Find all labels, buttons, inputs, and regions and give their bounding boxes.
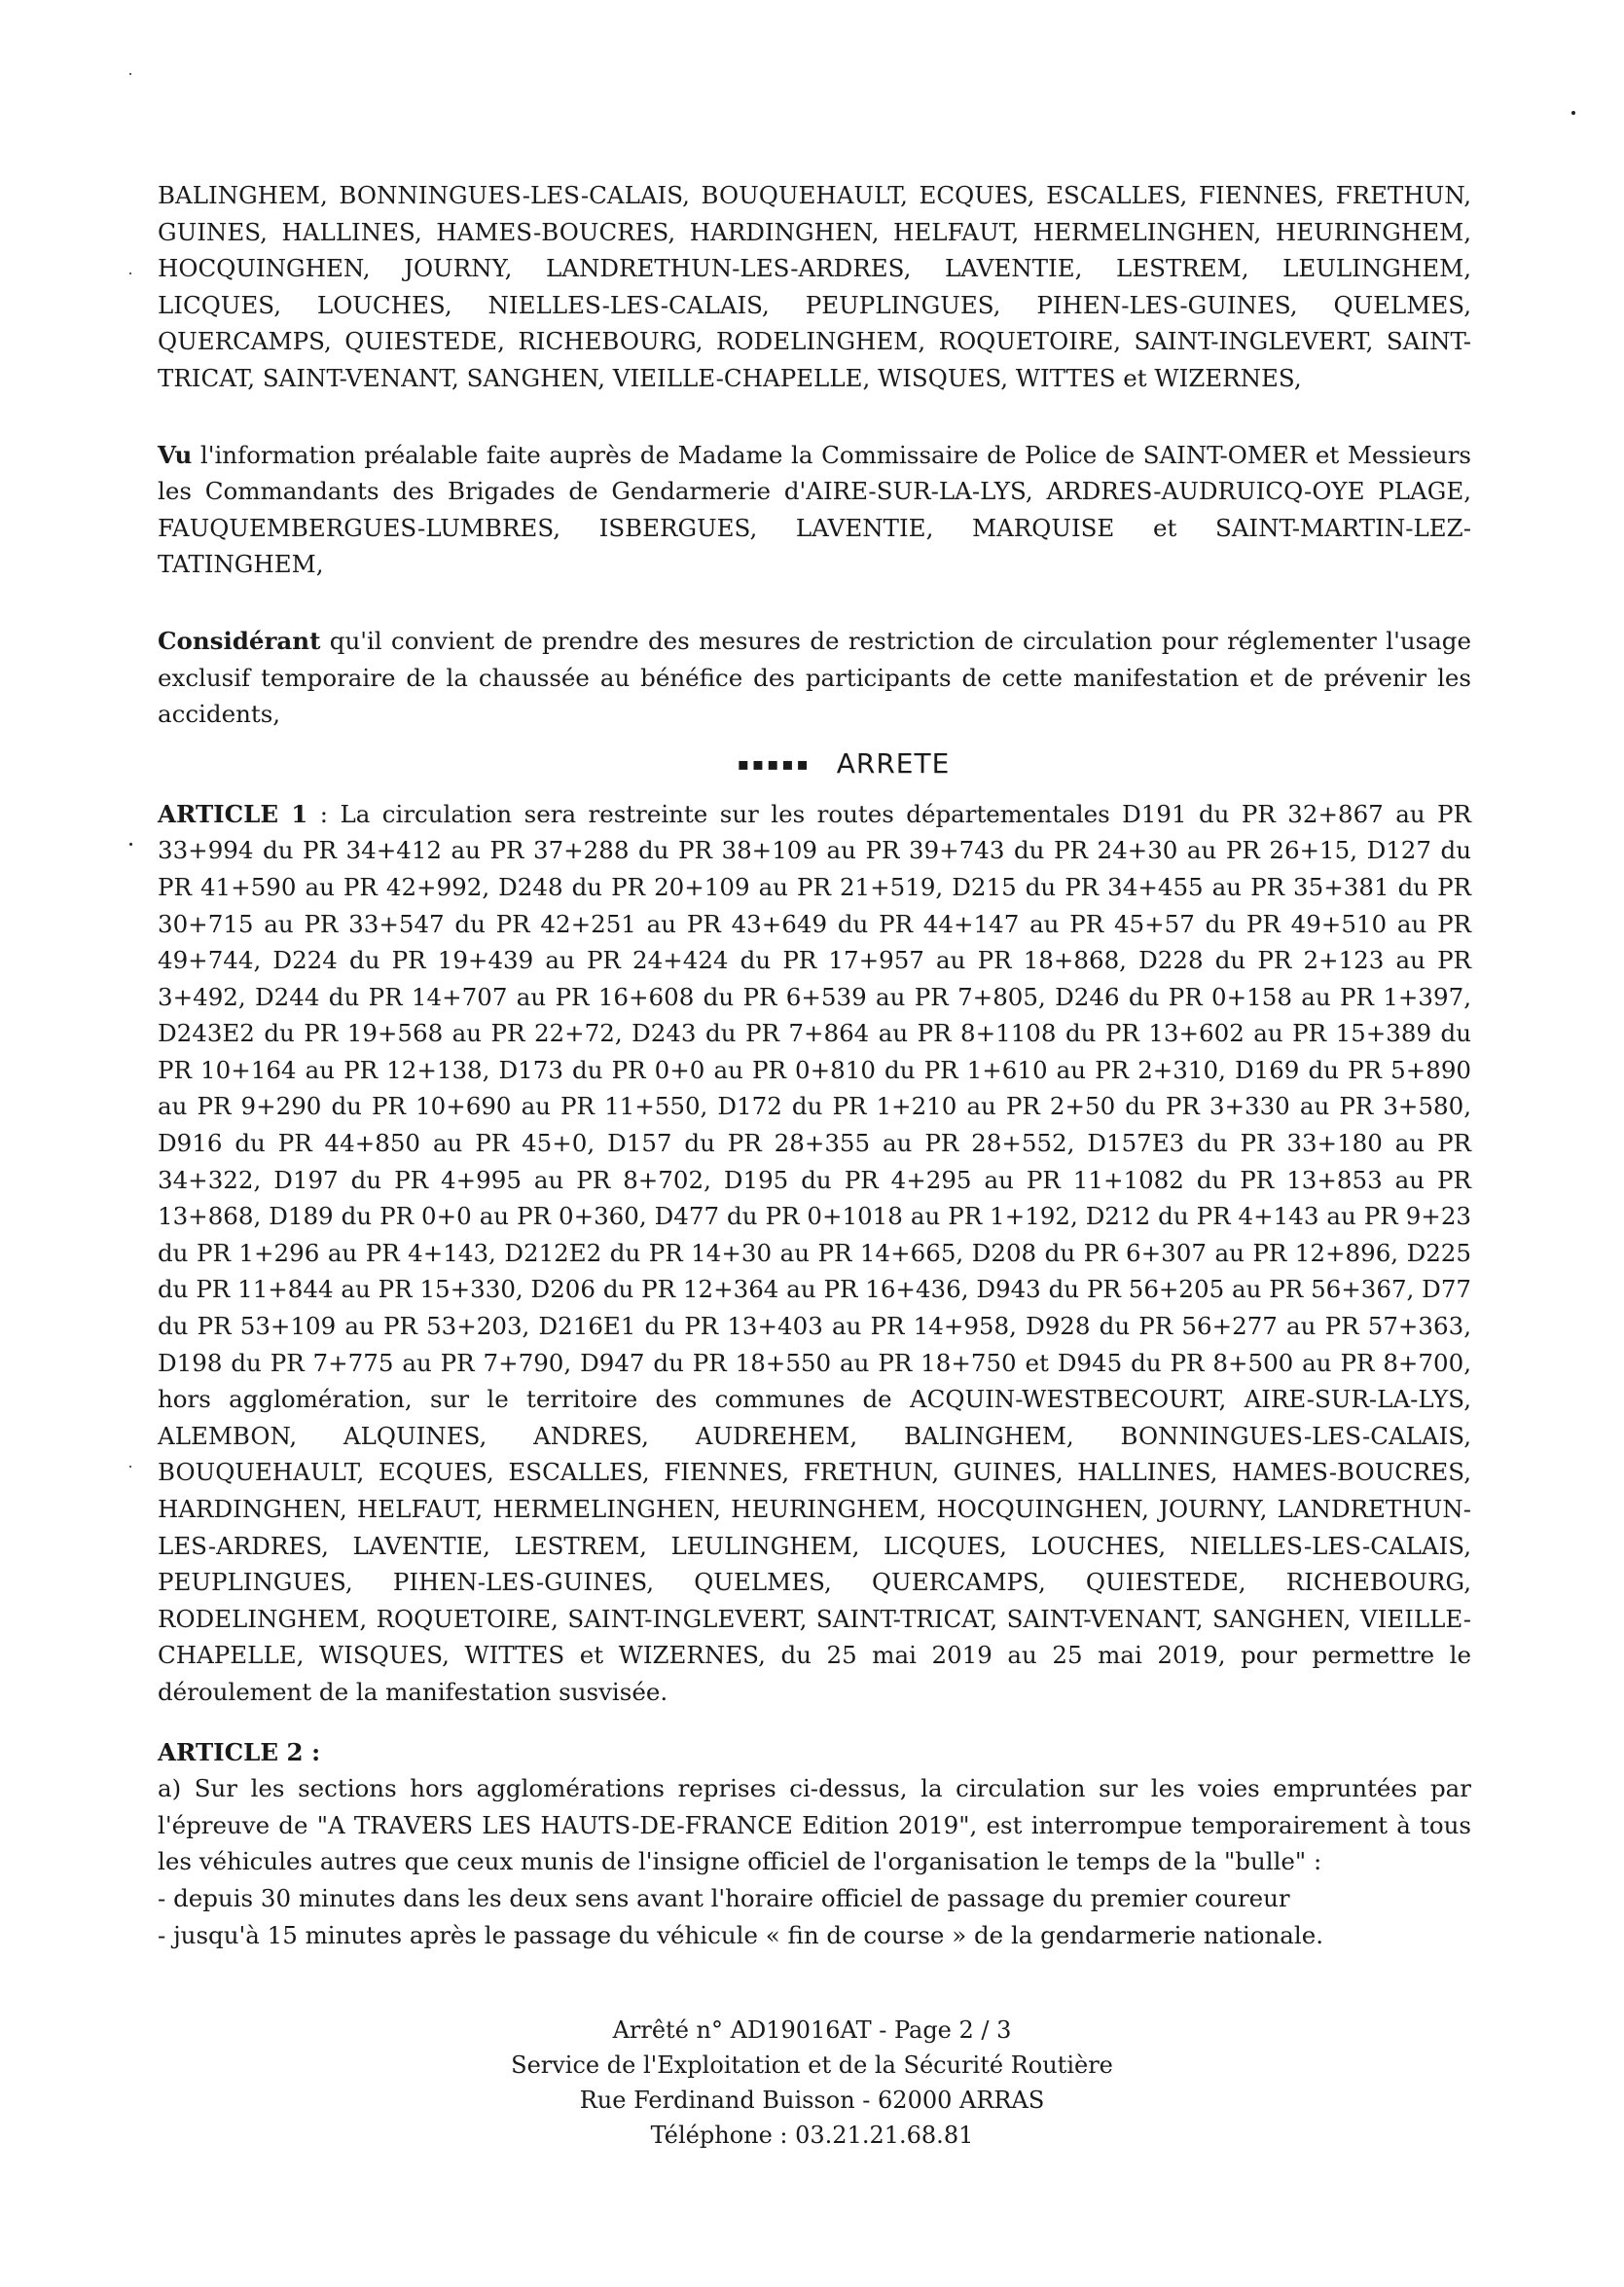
heading-dots: ▪▪▪▪▪ xyxy=(737,753,812,775)
article-2-heading xyxy=(158,1734,1471,1771)
considerant-text: qu'il convient de prendre des mesures de restriction de circulation pour réglementer l'usage exclusif temporaire de la chaussée au bénéfice des participants de cette manifestation et de prévenir les accidents, xyxy=(158,626,1471,729)
list-item: - depuis 30 minutes dans les deux sens avant l'horaire officiel de passage du premier coureur xyxy=(158,1883,1290,1912)
list-item: - jusqu'à 15 minutes après le passage du véhicule « fin de course » de la gendarmerie nationale. xyxy=(158,1920,1324,1949)
footer-phone: Téléphone : 03.21.21.68.81 xyxy=(650,2122,974,2149)
scan-speck xyxy=(129,843,132,846)
scan-speck xyxy=(129,272,131,274)
footer-service: Service de l'Exploitation et de la Sécurité Routière xyxy=(511,2051,1113,2079)
article-1-text: : La circulation sera restreinte sur les routes départementales D191 du PR 32+867 au PR 33+994 du PR 34+412 au PR 37+288 du PR 38+109 au PR 39+743 du PR 24+30 au PR 26+15, D127 du PR 41+590 au PR 42+992, D248 du PR 20+109 au PR 21+519, D215 du PR 34+455 au PR 35+381 du PR 30+715 au PR 33+547 du PR 42+251 au PR 43+649 du PR 44+147 au PR 45+57 du PR 49+510 au PR 49+744, D224 du PR 19+439 au PR 24+424 du PR 17+957 au PR 18+868, D228 du PR 2+123 au PR 3+492, D244 du PR 14+707 au PR 16+608 du PR 6+539 au PR 7+805, D246 du PR 0+158 au PR 1+397, D243E2 du PR 19+568 au PR 22+72, D243 du PR 7+864 au PR 8+1108 du PR 13+602 au PR 15+389 du PR 10+164 au PR 12+138, D173 du PR 0+0 au PR 0+810 du PR 1+610 au PR 2+310, D169 du PR 5+890 au PR 9+290 du PR 10+690 au PR 11+550, D172 du PR 1+210 au PR 2+50 du PR 3+330 au PR 3+580, D916 du PR 44+850 au PR 45+0, D157 du PR 28+355 au PR 28+552, D157E3 du PR 33+180 au PR 34+322, D197 du PR 4+995 au PR 8+702, D195 du PR 4+295 au PR 11+1082 du PR 13+853 au PR 13+868, D189 du PR 0+0 au PR 0+360, D477 du PR 0+1018 au PR 1+192, D212 du PR 4+143 au PR 9+23 du PR 1+296 au PR 4+143, D212E2 du PR 14+30 au PR 14+665, D208 du PR 6+307 au PR 12+896, D225 du PR 11+844 au PR 15+330, D206 du PR 12+364 au PR 16+436, D943 du PR 56+205 au PR 56+367, D77 du PR 53+109 au PR 53+203, D216E1 du PR 13+403 au PR 14+958, D928 du PR 56+277 au PR 57+363, D198 du PR 7+775 au PR 7+790, D947 du PR 18+550 au PR 18+750 et D945 du PR 8+500 au PR 8+700, hors agglomération, sur le territoire des communes de ACQUIN-WESTBECOURT, AIRE-SUR-LA-LYS, ALEMBON, ALQUINES, ANDRES, AUDREHEM, BALINGHEM, BONNINGUES-LES-CALAIS, BOUQUEHAULT, ECQUES, ESCALLES, FIENNES, FRETHUN, GUINES, HALLINES, HAMES-BOUCRES, HARDINGHEN, HELFAUT, HERMELINGHEN, HEURINGHEM, HOCQUINGHEN, JOURNY, LANDRETHUN-LES-ARDRES, LAVENTIE, LESTREM, LEULINGHEM, LICQUES, LOUCHES, NIELLES-LES-CALAIS, PEUPLINGUES, PIHEN-LES-GUINES, QUELMES, QUERCAMPS, QUIESTEDE, RICHEBOURG, RODELINGHEM, ROQUETOIRE, SAINT-INGLEVERT, SAINT-TRICAT, SAINT-VENANT, SANGHEN, VIEILLE-CHAPELLE, WISQUES, WITTES et WIZERNES, du 25 mai 2019 au 25 mai 2019, pour permettre le déroulement de la manifestation susvisée. xyxy=(158,799,1471,1706)
arrete-heading xyxy=(158,743,1471,786)
vu-text: l'information préalable faite auprès de Madame la Commissaire de Police de SAINT-OMER et Messieurs les Commandants des Brigades de Gendarmerie d'AIRE-SUR-LA-LYS, ARDRES-AUDRUICQ-OYE PLAGE, FAUQUEMBERGUES-LUMBRES, ISBERGUES, LAVENTIE, MARQUISE et SAINT-MARTIN-LEZ-TATINGHEM, xyxy=(158,440,1471,579)
scan-speck xyxy=(129,73,131,75)
page-footer xyxy=(0,2013,1624,2153)
footer-address: Rue Ferdinand Buisson - 62000 ARRAS xyxy=(579,2087,1045,2114)
document-page xyxy=(158,177,1471,1953)
article-2-label-suffix: : xyxy=(303,1737,321,1766)
considerant-lead: Considérant xyxy=(158,626,321,655)
footer-reference: Arrêté n° AD19016AT - Page 2 / 3 xyxy=(612,2016,1012,2044)
article-2-para-a: a) Sur les sections hors agglomérations reprises ci-dessus, la circulation sur les voies empruntées par l'épreuve de "A TRAVERS LES HAUTS-DE-FRANCE Edition 2019", est interrompue temporairement à tous les véhicules autres que ceux munis de l'insigne officiel de l'organisation le temps de la "bulle" : xyxy=(158,1774,1471,1876)
article-1-paragraph xyxy=(158,796,1471,1711)
article-1-label: ARTICLE 1 xyxy=(158,799,308,828)
heading-title: ARRETE xyxy=(836,746,951,780)
communes-list-paragraph: BALINGHEM, BONNINGUES-LES-CALAIS, BOUQUEHAULT, ECQUES, ESCALLES, FIENNES, FRETHUN, GUINES, HALLINES, HAMES-BOUCRES, HARDINGHEN, HELFAUT, HERMELINGHEN, HEURINGHEM, HOCQUINGHEN, JOURNY, LANDRETHUN-LES-ARDRES, LAVENTIE, LESTREM, LEULINGHEM, LICQUES, LOUCHES, NIELLES-LES-CALAIS, PEUPLINGUES, PIHEN-LES-GUINES, QUELMES, QUERCAMPS, QUIESTEDE, RICHEBOURG, RODELINGHEM, ROQUETOIRE, SAINT-INGLEVERT, SAINT-TRICAT, SAINT-VENANT, SANGHEN, VIEILLE-CHAPELLE, WISQUES, WITTES et WIZERNES, xyxy=(158,181,1471,392)
article-2-label: ARTICLE 2 xyxy=(158,1737,304,1766)
vu-lead: Vu xyxy=(158,440,193,469)
vu-paragraph xyxy=(158,437,1471,583)
considerant-paragraph xyxy=(158,623,1471,733)
scan-speck xyxy=(1571,111,1575,115)
scan-speck xyxy=(129,1466,131,1468)
